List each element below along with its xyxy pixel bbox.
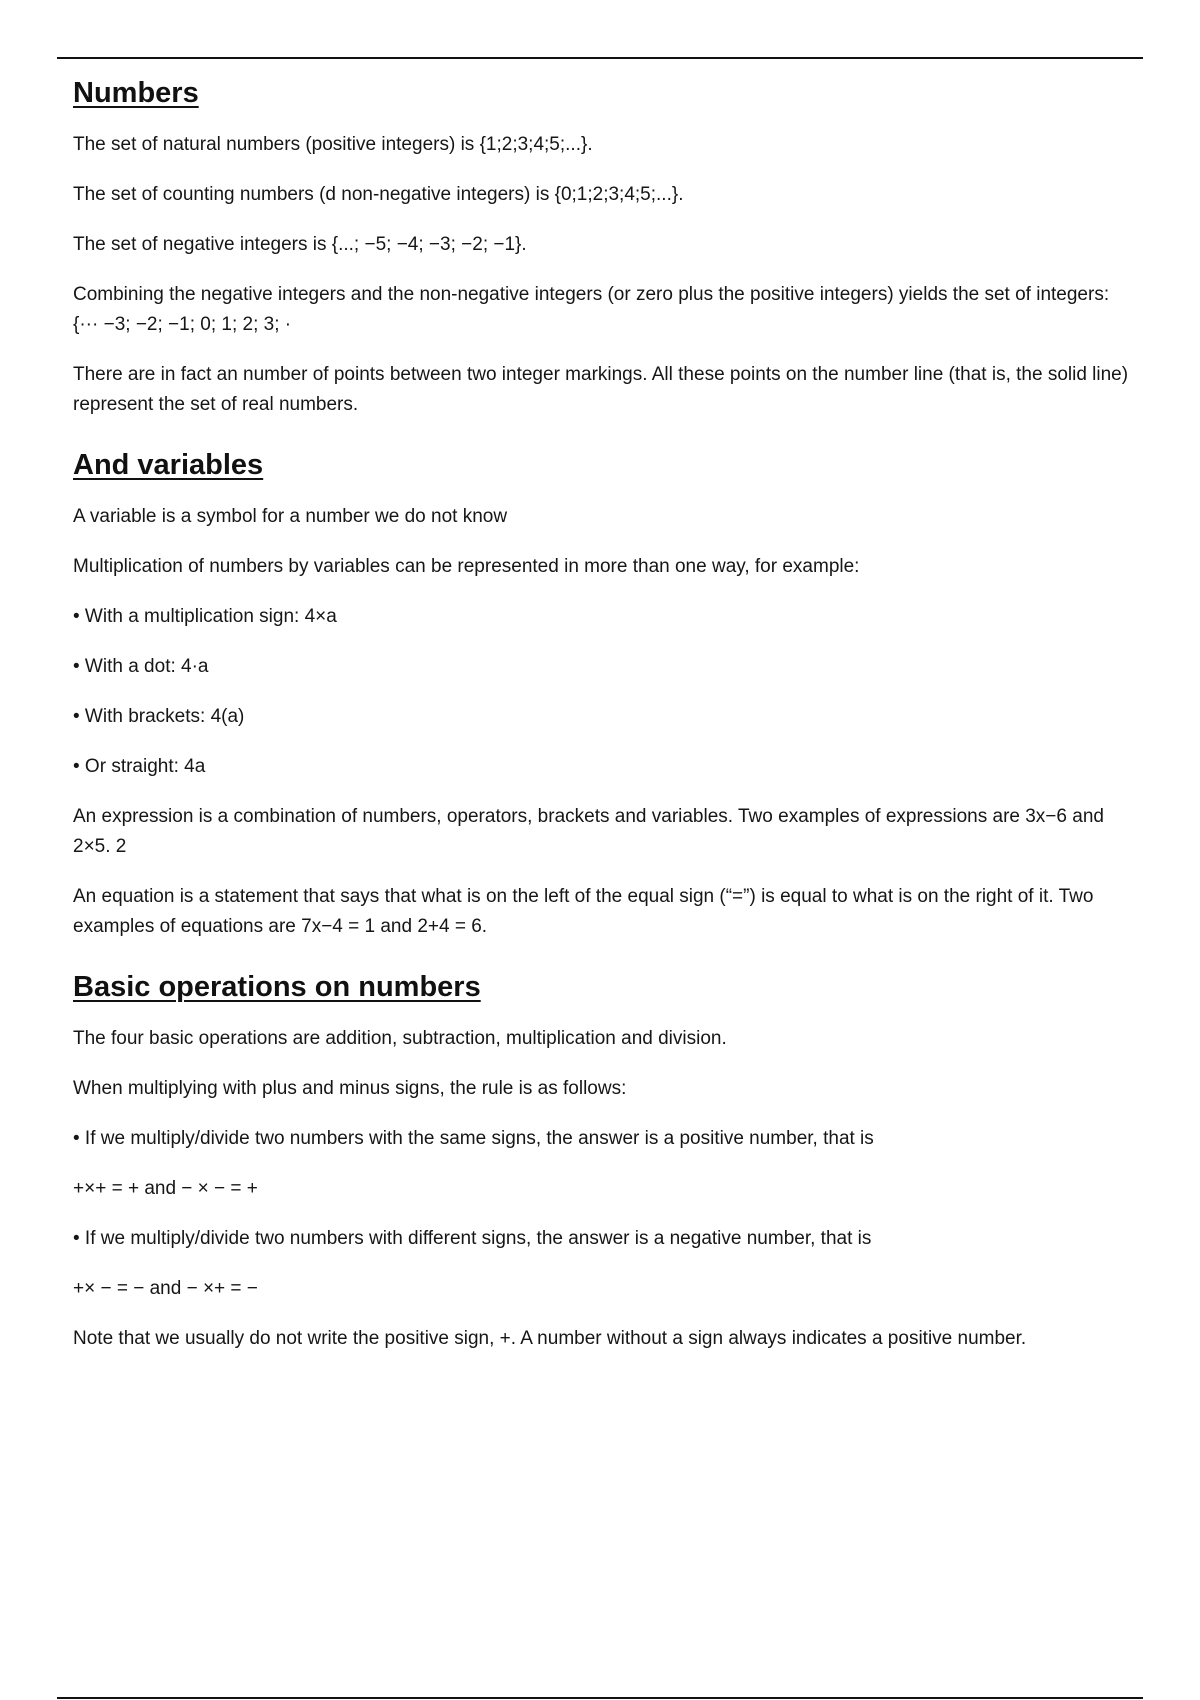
rule-different-signs: +× − = − and − ×+ = − [73, 1278, 258, 1299]
bullet-multiplication-sign: • With a multiplication sign: 4×a [73, 606, 337, 627]
paragraph-positive-sign-note: Note that we usually do not write the positive sign, +. A number without a sign always indicates a positive number. [73, 1328, 1027, 1349]
bullet-brackets: • With brackets: 4(a) [73, 706, 245, 727]
rule-same-signs: +×+ = + and − × − = + [73, 1178, 258, 1199]
paragraph-integers: Combining the negative integers and the non-negative integers (or zero plus the positive integers) yields the set of integers: {··· −3; −2; −1; 0; 1; 2; 3; · [73, 284, 1110, 335]
paragraph-negative-integers: The set of negative integers is {...; −5; −4; −3; −2; −1}. [73, 234, 527, 255]
section-heading-numbers: Numbers [73, 77, 199, 109]
bottom-rule [57, 1697, 1143, 1699]
paragraph-real-numbers: There are in fact an number of points between two integer markings. All these points on the number line (that is, the solid line) represent the set of real numbers. [73, 364, 1129, 415]
bullet-straight: • Or straight: 4a [73, 756, 206, 777]
top-rule [57, 57, 1143, 59]
paragraph-variable-definition: A variable is a symbol for a number we do not know [73, 506, 508, 527]
paragraph-counting-numbers: The set of counting numbers (d non-negative integers) is {0;1;2;3;4;5;...}. [73, 184, 684, 205]
section-heading-variables: And variables [73, 449, 264, 481]
document-body [73, 70, 1133, 1354]
paragraph-multiplication-ways: Multiplication of numbers by variables can be represented in more than one way, for example: [73, 556, 860, 577]
paragraph-expression: An expression is a combination of numbers, operators, brackets and variables. Two examples of expressions are 3x−6 and 2×5. 2 [73, 806, 1104, 857]
bullet-same-signs: • If we multiply/divide two numbers with the same signs, the answer is a positive number, that is [73, 1128, 874, 1149]
paragraph-equation: An equation is a statement that says that what is on the left of the equal sign (“=”) is equal to what is on the right of it. Two examples of equations are 7x−4 = 1 and 2+4 = 6. [73, 886, 1094, 937]
section-heading-basic-operations: Basic operations on numbers [73, 971, 481, 1003]
paragraph-natural-numbers: The set of natural numbers (positive integers) is {1;2;3;4;5;...}. [73, 134, 593, 155]
paragraph-sign-rule-intro: When multiplying with plus and minus signs, the rule is as follows: [73, 1078, 627, 1099]
bullet-dot: • With a dot: 4·a [73, 656, 209, 677]
paragraph-four-operations: The four basic operations are addition, subtraction, multiplication and division. [73, 1028, 727, 1049]
bullet-different-signs: • If we multiply/divide two numbers with different signs, the answer is a negative number, that is [73, 1228, 872, 1249]
